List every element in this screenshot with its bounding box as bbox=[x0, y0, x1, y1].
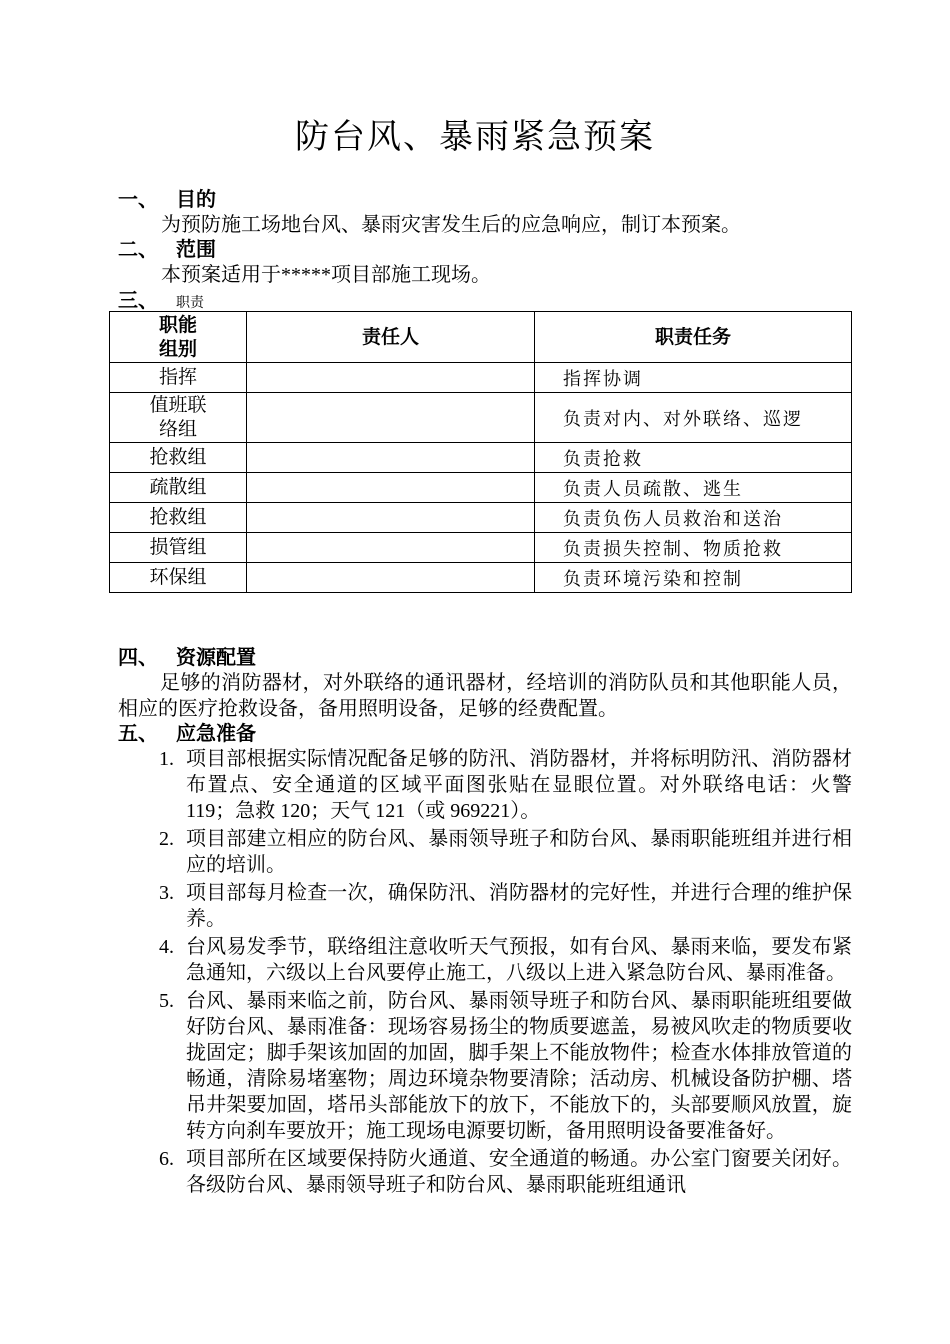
list-text: 台风、暴雨来临之前，防台风、暴雨领导班子和防台风、暴雨职能班组要做好防台风、暴雨准备：现场容易扬尘的物质要遮盖，易被风吹走的物质要收拢固定；脚手架该加固的加固，脚手架上不能放物件；检查水体排放管道的畅通，清除易堵塞物；周边环境杂物要清除；活动房、机械设备防护棚、塔吊井架要加固，塔吊头部能放下的放下，不能放下的，头部要顺风放置，旋转方向刹车要放开；施工现场电源要切断，备用照明设备要准备好。 bbox=[186, 990, 852, 1142]
section-title: 资源配置 bbox=[176, 645, 256, 669]
cell-person bbox=[247, 443, 535, 473]
cell-person bbox=[247, 563, 535, 593]
cell-task: 负责环境污染和控制 bbox=[535, 563, 852, 593]
cell-task: 负责人员疏散、逃生 bbox=[535, 473, 852, 503]
list-text: 项目部建立相应的防台风、暴雨领导班子和防台风、暴雨职能班组并进行相应的培训。 bbox=[186, 828, 852, 876]
section-heading-scope bbox=[118, 236, 216, 262]
list-item bbox=[150, 934, 852, 986]
section-body-resources: 足够的消防器材，对外联络的通讯器材，经培训的消防队员和其他职能人员，相应的医疗抢救设备，备用照明设备，足够的经费配置。 bbox=[118, 672, 852, 720]
list-item bbox=[150, 880, 852, 932]
cell-task: 负责对内、对外联络、巡逻 bbox=[535, 393, 852, 443]
section-title: 应急准备 bbox=[176, 721, 256, 745]
list-number: 2. bbox=[159, 828, 174, 850]
cell-task: 负责损失控制、物质抢救 bbox=[535, 533, 852, 563]
section-body-scope: 本预案适用于*****项目部施工现场。 bbox=[161, 264, 491, 286]
list-number: 6. bbox=[159, 1148, 174, 1170]
section-number: 四、 bbox=[118, 645, 158, 669]
section-heading-preparation bbox=[118, 720, 256, 746]
cell-task: 负责负伤人员救治和送治 bbox=[535, 503, 852, 533]
section-body-purpose: 为预防施工场地台风、暴雨灾害发生后的应急响应，制订本预案。 bbox=[161, 214, 741, 236]
cell-person bbox=[247, 393, 535, 443]
list-text: 项目部每月检查一次，确保防汛、消防器材的完好性，并进行合理的维护保养。 bbox=[186, 882, 852, 930]
list-text: 项目部所在区域要保持防火通道、安全通道的畅通。办公室门窗要关闭好。各级防台风、暴雨领导班子和防台风、暴雨职能班组通讯 bbox=[186, 1148, 852, 1196]
preparation-list bbox=[150, 746, 852, 1200]
table-row bbox=[110, 443, 852, 473]
cell-group: 值班联络组 bbox=[110, 393, 247, 443]
duty-table bbox=[109, 311, 852, 593]
cell-group: 抢救组 bbox=[110, 443, 247, 473]
list-number: 4. bbox=[159, 936, 174, 958]
list-number: 1. bbox=[159, 748, 174, 770]
table-row bbox=[110, 563, 852, 593]
section-number: 一、 bbox=[118, 187, 158, 211]
section-heading-resources bbox=[118, 644, 256, 670]
list-item bbox=[150, 1146, 852, 1198]
list-item bbox=[150, 988, 852, 1144]
list-number: 3. bbox=[159, 882, 174, 904]
cell-person bbox=[247, 533, 535, 563]
header-task: 职责任务 bbox=[535, 312, 852, 363]
cell-group: 指挥 bbox=[110, 363, 247, 393]
table-row bbox=[110, 363, 852, 393]
cell-person bbox=[247, 363, 535, 393]
list-item bbox=[150, 746, 852, 824]
cell-task: 负责抢救 bbox=[535, 443, 852, 473]
header-group: 职能组别 bbox=[110, 312, 247, 363]
document-title: 防台风、暴雨紧急预案 bbox=[295, 119, 655, 156]
cell-group: 抢救组 bbox=[110, 503, 247, 533]
list-text: 台风易发季节，联络组注意收听天气预报，如有台风、暴雨来临，要发布紧急通知，六级以上台风要停止施工，八级以上进入紧急防台风、暴雨准备。 bbox=[186, 936, 852, 984]
section-number: 三、 bbox=[118, 288, 158, 312]
table-row bbox=[110, 473, 852, 503]
table-row bbox=[110, 503, 852, 533]
cell-person bbox=[247, 503, 535, 533]
cell-group: 环保组 bbox=[110, 563, 247, 593]
cell-person bbox=[247, 473, 535, 503]
list-number: 5. bbox=[159, 990, 174, 1012]
header-person: 责任人 bbox=[247, 312, 535, 363]
section-heading-purpose bbox=[118, 186, 216, 212]
table-row bbox=[110, 533, 852, 563]
cell-task: 指挥协调 bbox=[535, 363, 852, 393]
section-title: 目的 bbox=[176, 187, 216, 211]
cell-group: 损管组 bbox=[110, 533, 247, 563]
list-text: 项目部根据实际情况配备足够的防汛、消防器材，并将标明防汛、消防器材布置点、安全通道的区域平面图张贴在显眼位置。对外联络电话：火警 119；急救 120；天气 121（或 969221）。 bbox=[186, 748, 852, 822]
section-number: 二、 bbox=[118, 237, 158, 261]
list-item bbox=[150, 826, 852, 878]
table-header-row bbox=[110, 312, 852, 363]
section-title: 职责 bbox=[176, 295, 204, 311]
table-row bbox=[110, 393, 852, 443]
section-number: 五、 bbox=[118, 721, 158, 745]
cell-group: 疏散组 bbox=[110, 473, 247, 503]
section-title: 范围 bbox=[176, 237, 216, 261]
